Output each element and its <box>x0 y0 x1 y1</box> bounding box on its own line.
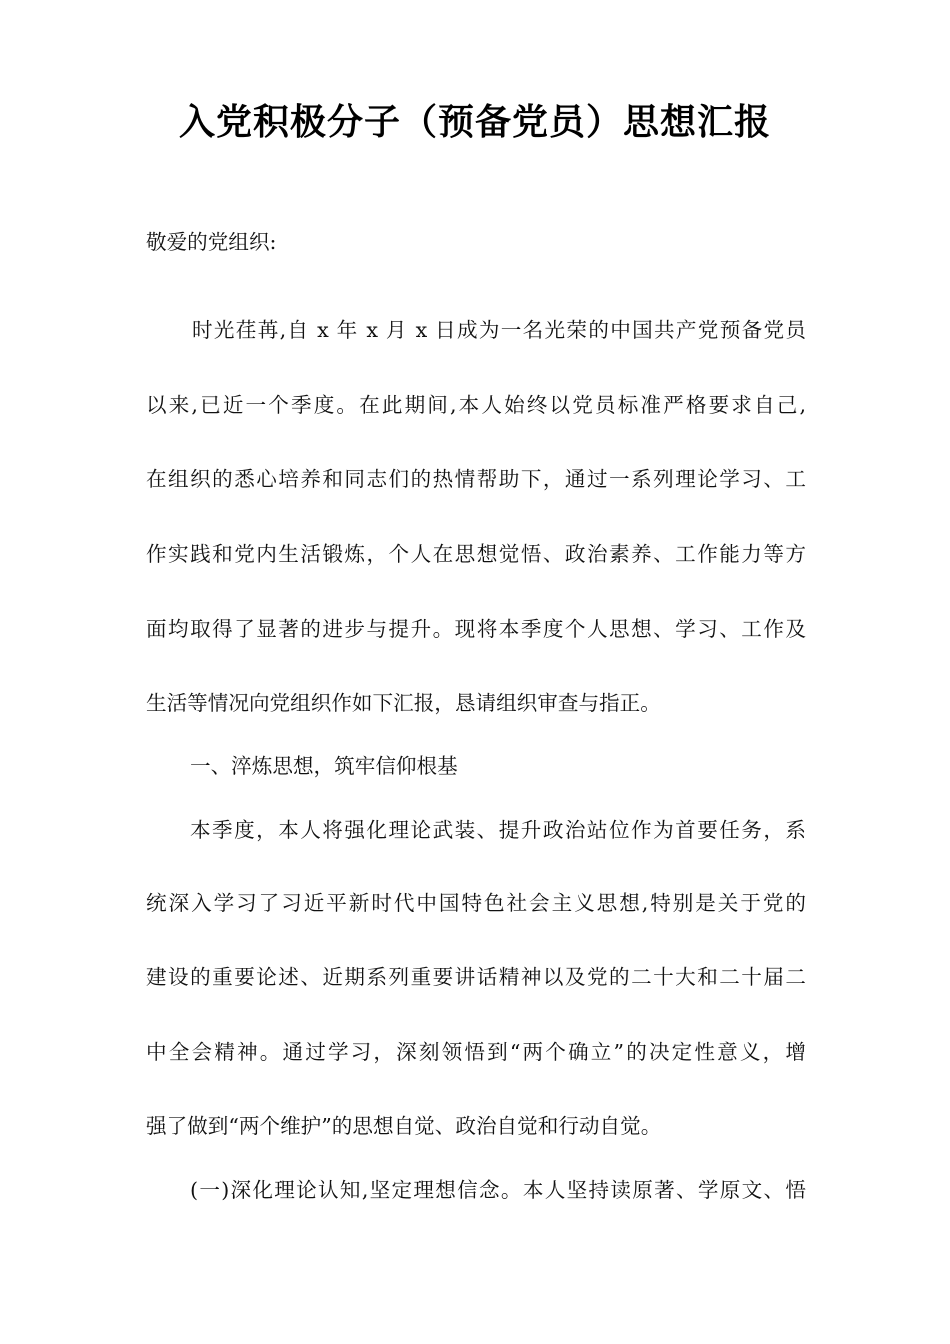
document-title: 入党积极分子（预备党员）思想汇报 <box>178 101 771 143</box>
paragraph-line: 建设的重要论述、近期系列重要讲话精神以及党的二十大和二十届二 <box>146 965 806 989</box>
paragraph-line: 本季度，本人将强化理论武装、提升政治站位作为首要任务，系 <box>190 818 806 842</box>
salutation: 敬爱的党组织: <box>146 230 277 254</box>
section-heading: 一、淬炼思想，筑牢信仰根基 <box>190 754 458 778</box>
paragraph-line: (一)深化理论认知,坚定理想信念。本人坚持读原著、学原文、悟 <box>190 1178 806 1202</box>
paragraph-line: 时光荏苒,自 x 年 x 月 x 日成为一名光荣的中国共产党预备党员 <box>192 318 806 342</box>
paragraph-line: 强了做到“两个维护”的思想自觉、政治自觉和行动自觉。 <box>146 1114 662 1138</box>
paragraph-line: 生活等情况向党组织作如下汇报，恳请组织审查与指正。 <box>146 691 661 715</box>
paragraph-line: 以来,已近一个季度。在此期间,本人始终以党员标准严格要求自己, <box>146 393 806 417</box>
paragraph-line: 在组织的悉心培养和同志们的热情帮助下，通过一系列理论学习、工 <box>146 467 806 491</box>
paragraph-line: 面均取得了显著的进步与提升。现将本季度个人思想、学习、工作及 <box>146 617 806 641</box>
paragraph-line: 中全会精神。通过学习，深刻领悟到“两个确立”的决定性意义，增 <box>146 1040 806 1064</box>
paragraph-line: 统深入学习了习近平新时代中国特色社会主义思想,特别是关于党的 <box>146 891 806 915</box>
paragraph-line: 作实践和党内生活锻炼，个人在思想觉悟、政治素养、工作能力等方 <box>146 542 806 566</box>
